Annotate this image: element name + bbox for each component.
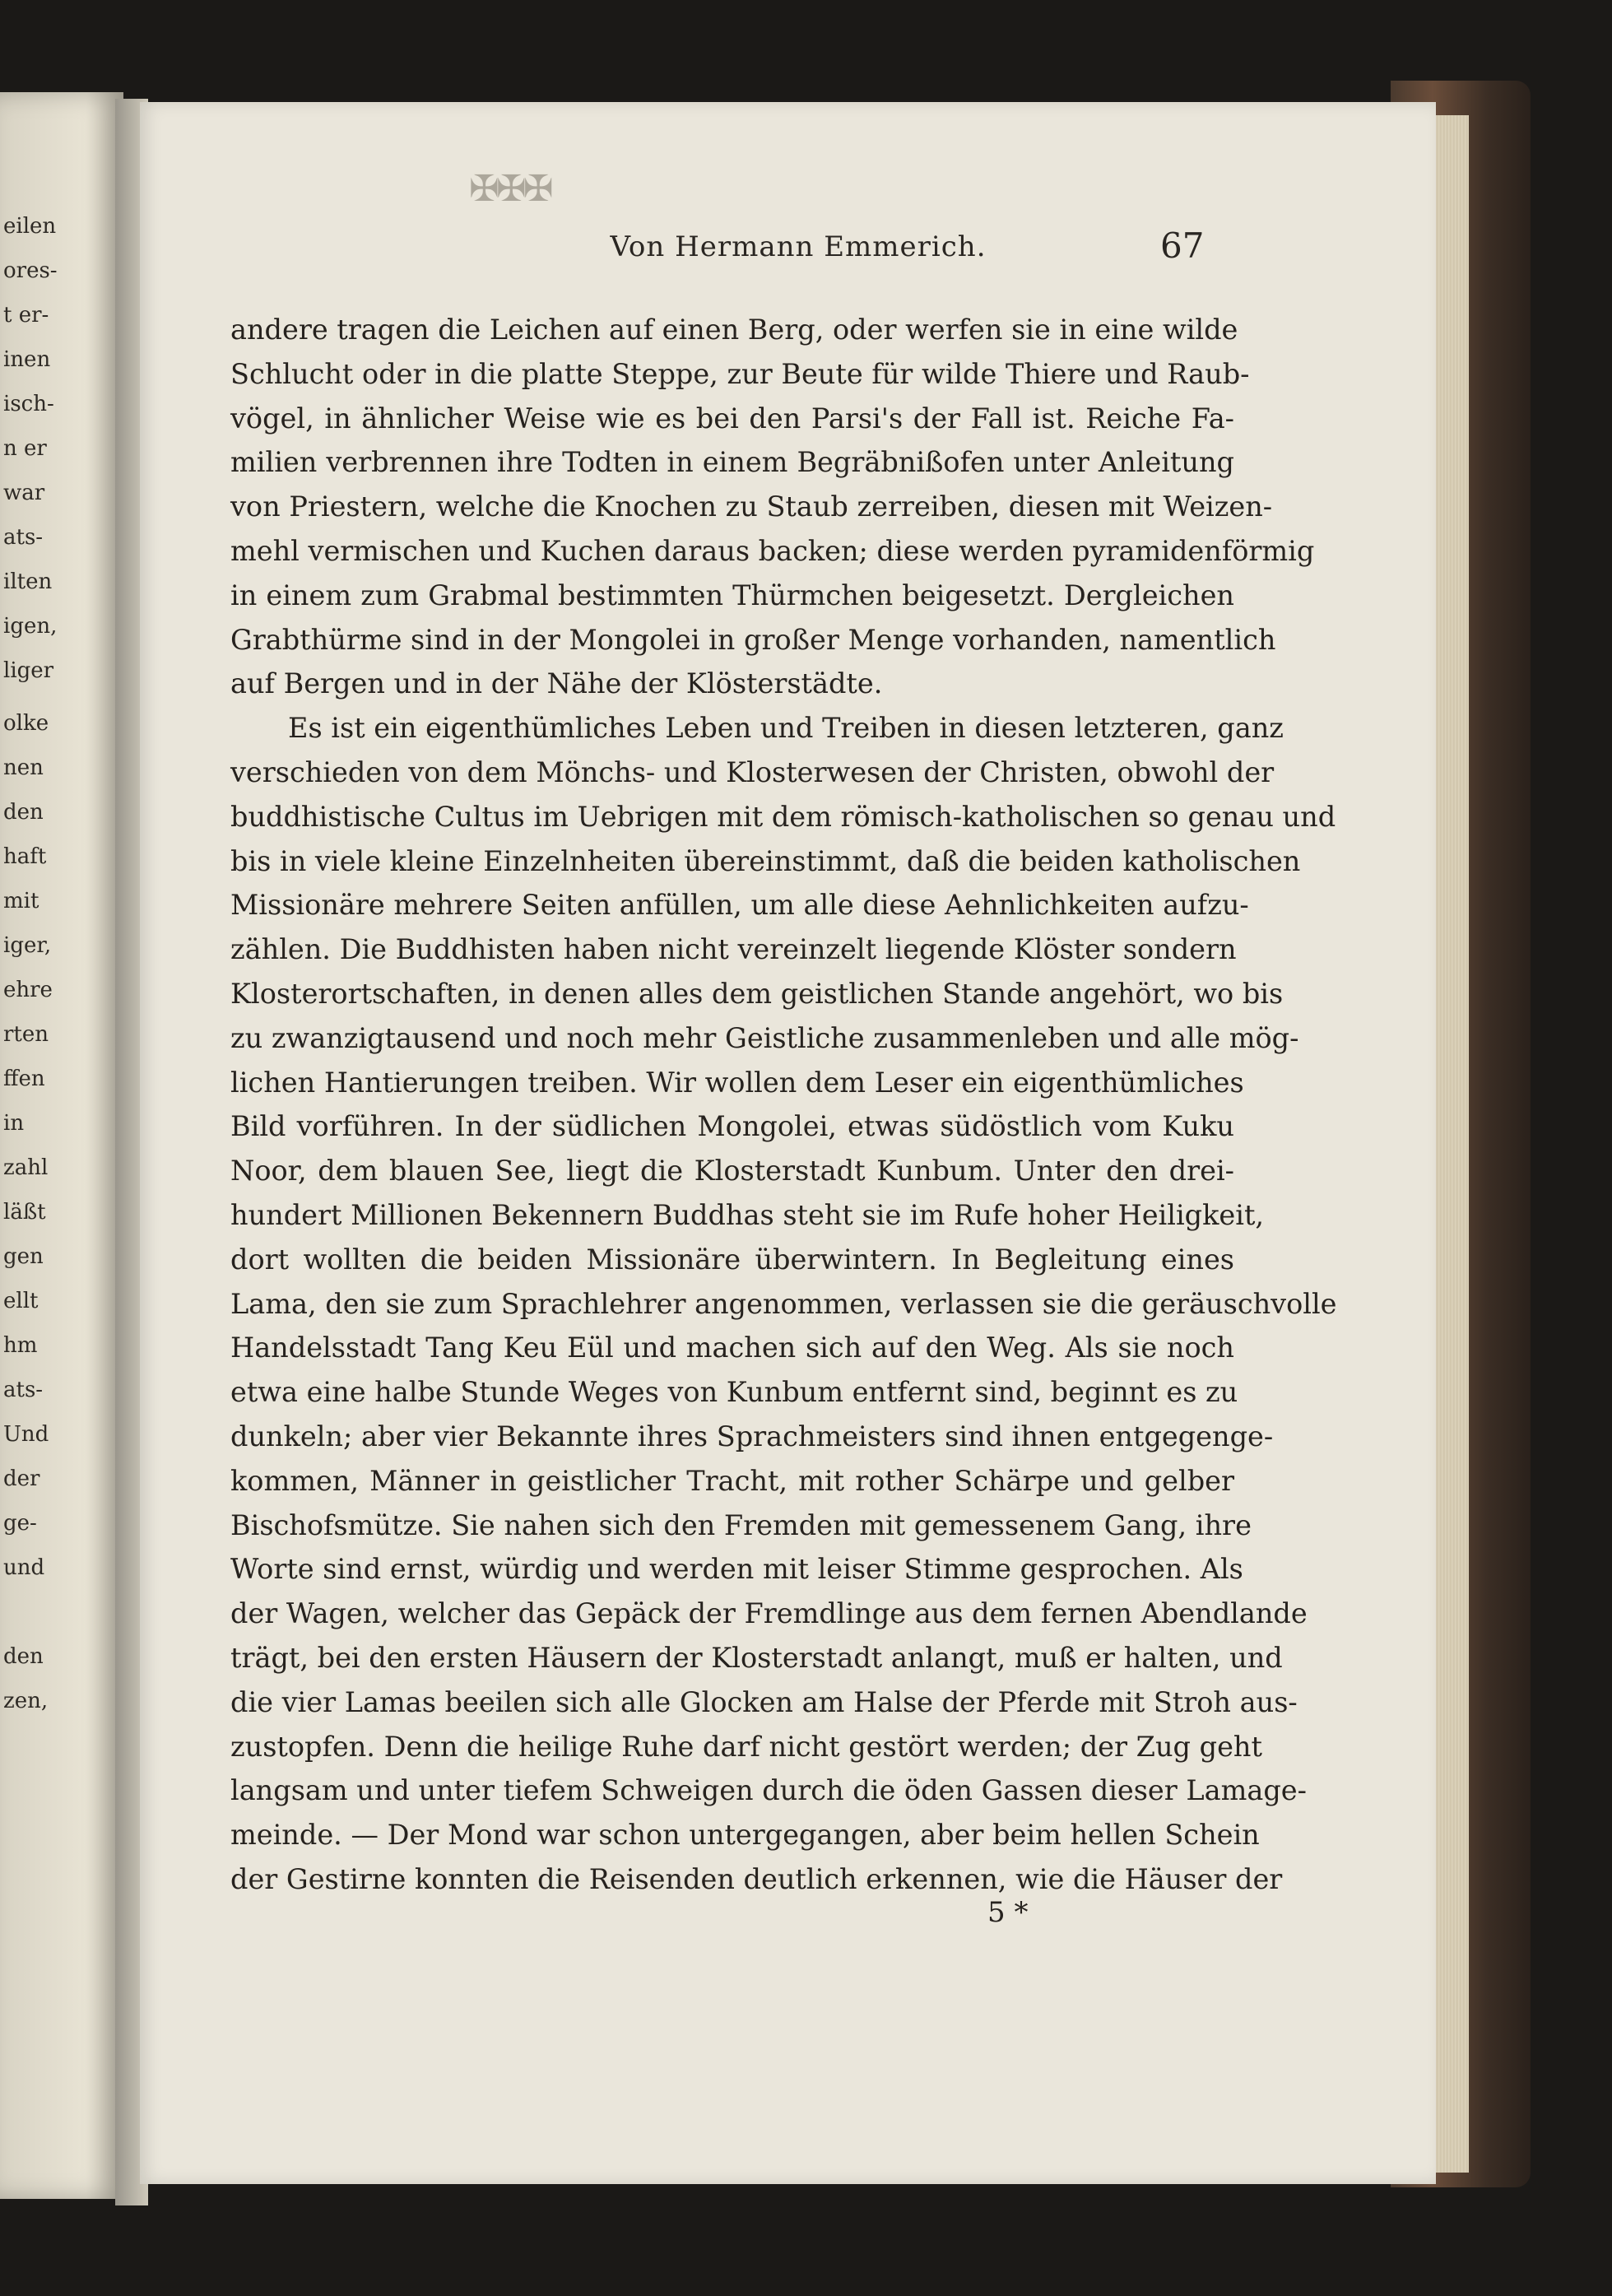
text-line: kommen, Männer in geistlicher Tracht, mit rother Schärpe und gelber [230,1464,1234,1497]
text-line: Noor, dem blauen See, liegt die Klosterstadt Kunbum. Unter den drei- [230,1155,1234,1188]
text-line: Worte sind ernst, würdig und werden mit leiser Stimme gesprochen. Als [230,1553,1243,1586]
text-line: buddhistische Cultus im Uebrigen mit dem römisch-katholischen so genau und [230,800,1336,833]
text-line: langsam und unter tiefem Schweigen durch die öden Gassen dieser Lamage- [230,1774,1307,1807]
facing-page-fragment: hm [3,1333,38,1358]
facing-page-fragment: war [3,481,45,505]
text-line: Klosterortschaften, in denen alles dem geistlichen Stande angehört, wo bis [230,977,1284,1010]
signature-mark: 5 * [987,1896,1029,1929]
facing-page-fragment: und [3,1555,45,1580]
facing-page-fragment: ellt [3,1289,39,1313]
facing-page-fragment: ats- [3,525,44,550]
text-line: Handelsstadt Tang Keu Eül und machen sich auf den Weg. Als sie noch [230,1332,1234,1364]
text-line: der Gestirne konnten die Reisenden deutlich erkennen, wie die Häuser der [230,1862,1283,1895]
facing-page-fragment: ge- [3,1511,37,1536]
text-line: dort wollten die beiden Missionäre überwintern. In Begleitung eines [230,1243,1234,1276]
text-line: Bild vorführen. In der südlichen Mongolei, etwas südöstlich vom Kuku [230,1110,1234,1143]
text-line: andere tragen die Leichen auf einen Berg, oder werfen sie in eine wilde [230,314,1238,346]
text-line: mehl vermischen und Kuchen daraus backen; diese werden pyramidenförmig [230,534,1315,567]
facing-page-fragment: haft [3,844,47,869]
text-line: zu zwanzigtausend und noch mehr Geistliche zusammenleben und alle mög- [230,1021,1299,1054]
text-line: zählen. Die Buddhisten haben nicht vereinzelt liegende Klöster sondern [230,933,1237,966]
text-line: trägt, bei den ersten Häusern der Klosterstadt anlangt, muß er halten, und [230,1641,1283,1674]
facing-page-fragment: inen [3,347,51,372]
facing-page-fragment: ehre [3,978,53,1002]
facing-page-fragment: ores- [3,258,58,283]
facing-page-fragment: ilten [3,569,53,594]
text-line: meinde. — Der Mond war schon untergegangen, aber beim hellen Schein [230,1819,1260,1852]
text-line: lichen Hantierungen treiben. Wir wollen dem Leser ein eigenthümliches [230,1066,1244,1099]
facing-page-fragment: ffen [3,1067,45,1091]
facing-page-fragment: zahl [3,1155,49,1180]
text-line: hundert Millionen Bekennern Buddhas steht sie im Rufe hoher Heiligkeit, [230,1198,1265,1231]
facing-page-fragment: Und [3,1422,49,1447]
facing-page-fragment: der [3,1466,40,1491]
facing-page-fragment: nen [3,755,44,780]
facing-page-fragment: mit [3,889,39,913]
text-line: verschieden von dem Mönchs- und Klosterwesen der Christen, obwohl der [230,755,1275,788]
facing-page-fragment: zen, [3,1689,49,1713]
facing-page-left [0,92,123,2199]
facing-page-fragment: rten [3,1022,49,1047]
facing-page-fragment: igen, [3,614,58,639]
text-line: etwa eine halbe Stunde Weges von Kunbum entfernt sind, beginnt es zu [230,1376,1238,1409]
facing-page-fragment: in [3,1111,25,1136]
text-line: auf Bergen und in der Nähe der Klösterstädte. [230,667,883,700]
text-line: vögel, in ähnlicher Weise wie es bei den Parsi's der Fall ist. Reiche Fa- [230,402,1234,435]
book-page [140,102,1436,2184]
text-line: Lama, den sie zum Sprachlehrer angenommen, verlassen sie die geräuschvolle [230,1287,1337,1320]
body-text [230,308,1337,1902]
text-line: zustopfen. Denn die heilige Ruhe darf nicht gestört werden; der Zug geht [230,1730,1262,1763]
text-line: Grabthürme sind in der Mongolei in großer Menge vorhanden, namentlich [230,623,1276,656]
running-head: Von Hermann Emmerich. [610,230,987,263]
printer-ornament: ✠✠✠ [469,168,550,210]
text-line: Missionäre mehrere Seiten anfüllen, um alle diese Aehnlichkeiten aufzu- [230,889,1249,922]
facing-page-fragment: n er [3,436,47,461]
facing-page-fragment: iger, [3,933,52,958]
facing-page-fragment: eilen [3,214,57,239]
facing-page-fragment: olke [3,711,49,736]
text-line: dunkeln; aber vier Bekannte ihres Sprachmeisters sind ihnen entgegenge- [230,1420,1274,1452]
text-line: Bischofsmütze. Sie nahen sich den Fremden mit gemessenem Gang, ihre [230,1508,1252,1541]
text-line: in einem zum Grabmal bestimmten Thürmchen beigesetzt. Dergleichen [230,579,1234,611]
text-line: Schlucht oder in die platte Steppe, zur Beute für wilde Thiere und Raub- [230,357,1250,390]
page-number: 67 [1160,225,1205,266]
facing-page-fragment: t er- [3,303,49,328]
facing-page-fragment: den [3,800,44,825]
text-line: die vier Lamas beeilen sich alle Glocken am Halse der Pferde mit Stroh aus- [230,1685,1298,1718]
text-line: von Priestern, welche die Knochen zu Staub zerreiben, diesen mit Weizen- [230,490,1273,523]
facing-page-fragment: liger [3,658,54,683]
facing-page-fragment: gen [3,1244,44,1269]
text-line: der Wagen, welcher das Gepäck der Fremdlinge aus dem fernen Abendlande [230,1597,1308,1630]
facing-page-fragment: ats- [3,1378,44,1402]
text-line: bis in viele kleine Einzelnheiten übereinstimmt, daß die beiden katholischen [230,844,1301,877]
facing-page-fragment: läßt [3,1200,46,1225]
text-line: milien verbrennen ihre Todten in einem Begräbnißofen unter Anleitung [230,446,1234,479]
facing-page-fragment: den [3,1644,44,1669]
text-line: Es ist ein eigenthümliches Leben und Treiben in diesen letzteren, ganz [288,712,1284,745]
facing-page-fragment: isch- [3,392,54,416]
